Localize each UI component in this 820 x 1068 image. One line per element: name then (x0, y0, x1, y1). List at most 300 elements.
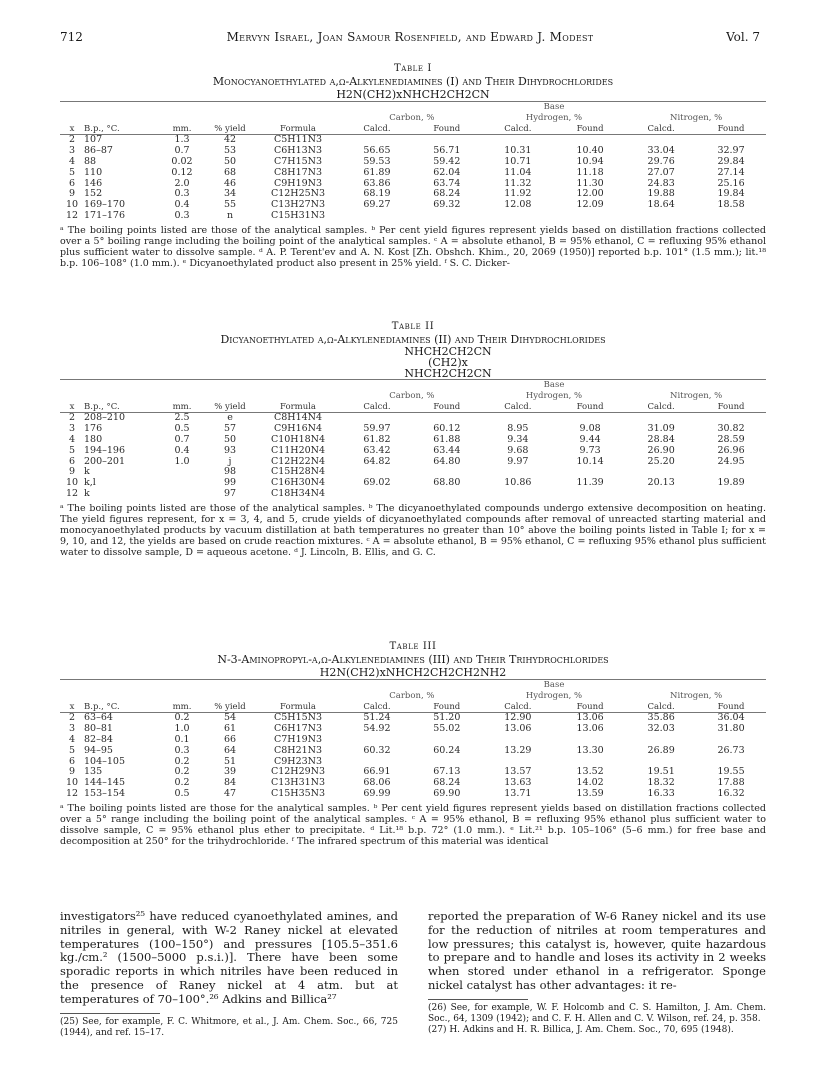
group-header: Hydrogen, % (525, 690, 583, 701)
table-cell: 19.55 (717, 766, 745, 778)
column-header: B.p., °C. (84, 701, 120, 712)
table-cell: 0.3 (174, 188, 190, 200)
table-row (60, 211, 766, 222)
table-title: N-3-Aminopropyl-α,ω-Alkylenediamines (III) and Their Trihydrochlorides (217, 653, 609, 666)
table-cell: 9.34 (507, 433, 529, 445)
table-cell: 69.32 (433, 199, 461, 211)
table-cell: 12.09 (576, 199, 604, 211)
data-table (60, 379, 766, 500)
table-cell: 68.19 (363, 188, 391, 200)
table-cell: 61.82 (363, 433, 391, 445)
table-cell: 12.08 (504, 199, 532, 211)
table-cell: 11.18 (576, 166, 604, 178)
table-cell: 153–154 (84, 787, 126, 799)
table-cell: 9.68 (507, 444, 529, 456)
table-cell: 13.06 (576, 723, 604, 735)
column-header: % yield (214, 401, 246, 412)
table-body (60, 713, 766, 800)
table-cell: 12 (65, 487, 79, 499)
table-cell: 54.92 (363, 723, 391, 735)
group-header: Nitrogen, % (670, 690, 723, 701)
table-cell: 24.83 (647, 177, 675, 189)
table-cell: 5 (68, 166, 76, 178)
column-header: Found (433, 401, 461, 412)
table-cell: 69.99 (363, 787, 391, 799)
table-row (60, 457, 766, 468)
table-cell: 25.16 (717, 177, 745, 189)
table-cell: 6 (68, 455, 76, 467)
table-cell: 19.89 (717, 477, 745, 489)
table-cell: 0.2 (174, 755, 190, 767)
column-header: mm. (172, 401, 192, 412)
column-header: Calcd. (363, 123, 391, 134)
table-cell: 6 (68, 177, 76, 189)
table-cell: 68.80 (433, 477, 461, 489)
table-cell: 12 (65, 209, 79, 221)
table-cell: 60.24 (433, 744, 461, 756)
left-column (60, 910, 398, 1039)
table-cell: 10 (65, 477, 79, 489)
table-body (60, 135, 766, 222)
table-cell: 10.31 (504, 145, 532, 157)
base-header: Base (543, 380, 565, 390)
table-cell: 0.3 (174, 744, 190, 756)
table-cell: 69.90 (433, 787, 461, 799)
table-cell (158, 489, 206, 500)
table-cell: 61 (223, 723, 237, 735)
table-cell: 9.73 (579, 444, 601, 456)
table-formula: H2N(CH2)xNHCH2CH2CH2NH2 (319, 666, 507, 679)
table-cell: C8H21N3 (273, 744, 323, 756)
table-cell: 64.82 (363, 455, 391, 467)
table-cell: C12H29N3 (270, 766, 326, 778)
column-header: Found (576, 701, 604, 712)
column-header: x (69, 123, 75, 134)
table-cell: 0.12 (171, 166, 193, 178)
table-cell: 0.5 (174, 423, 190, 435)
table-cell: 24.95 (717, 455, 745, 467)
table-cell (342, 211, 412, 222)
table-footnotes: ᵃ The boiling points listed are those for the analytical samples. ᵇ Per cent yield figures represent yields based on distillation fractions collected over a 5° range including the boiling point of the analytical samples. ᶜ A = 95% ethanol, B = refluxing 95% ethanol plus sufficient water to dissolve sample, C = 95% ethanol plus ether to precipitate. ᵈ Lit.¹⁸ b.p. 72° (1.0 mm.). ᵉ Lit.²¹ b.p. 105–106° (5–6 mm.) for free base and decomposition at 250° for the trihydrochloride. ᶠ The infrared spectrum of this material was identical (60, 802, 766, 847)
table-cell: 42 (223, 134, 237, 146)
table-cell: 13.30 (576, 744, 604, 756)
table-cell (626, 489, 696, 500)
table-cell: 39 (223, 766, 237, 778)
table-cell: 2.0 (174, 177, 190, 189)
table-cell: 107 (84, 134, 103, 146)
table-cell (696, 489, 766, 500)
column-header: Found (717, 123, 745, 134)
table-cell: 10.94 (576, 155, 604, 167)
table-cell: 27.14 (717, 166, 745, 178)
table-cell: 51.20 (433, 712, 461, 724)
table-cell (696, 211, 766, 222)
table-cell: 208–210 (84, 412, 126, 424)
table-cell: 53 (223, 145, 237, 157)
table-cell: 17.88 (717, 777, 745, 789)
column-header: % yield (214, 701, 246, 712)
table-cell: 9 (68, 466, 76, 478)
table-cell: 9 (68, 188, 76, 200)
table-cell: 9.44 (579, 433, 601, 445)
table-cell: 29.76 (647, 155, 675, 167)
table-row (60, 168, 766, 179)
table-cell: 13.06 (576, 712, 604, 724)
reference: (25) See, for example, F. C. Whitmore, et al., J. Am. Chem. Soc., 66, 725 (1944), and ref. 15–17. (60, 1016, 398, 1038)
table-cell: 4 (68, 155, 76, 167)
table-cell: 25.20 (647, 455, 675, 467)
table-cell: C15H31N3 (270, 209, 326, 221)
table-cell: C13H27N3 (270, 199, 326, 211)
table-cell: 47 (223, 787, 237, 799)
table-cell: 86–87 (84, 145, 113, 157)
running-header (60, 30, 760, 50)
table-cell: 12.00 (576, 188, 604, 200)
table-cell: 20.13 (647, 477, 675, 489)
table-cell: 1.3 (174, 134, 190, 146)
column-header: mm. (172, 123, 192, 134)
table-cell: 66 (223, 733, 237, 745)
table-cell: 0.4 (174, 444, 190, 456)
table-cell: 176 (84, 423, 103, 435)
table-cell: k (84, 487, 90, 499)
table-cell: C9H16N4 (273, 423, 323, 435)
reference: (26) See, for example, W. F. Holcomb and C. S. Hamilton, J. Am. Chem. Soc., 64, 1309 (1942); and C. F. H. Allen and C. V. Wilson, ref. 24, p. 358. (428, 1002, 766, 1024)
column-header: B.p., °C. (84, 401, 120, 412)
table-cell: 93 (223, 444, 237, 456)
column-header: Calcd. (647, 701, 675, 712)
column-header: Calcd. (504, 401, 532, 412)
column-header: Found (433, 701, 461, 712)
table-cell: 10.40 (576, 145, 604, 157)
table-cell: C7H19N3 (273, 733, 323, 745)
table-cell: 28.84 (647, 433, 675, 445)
table-footnotes: ᵃ The boiling points listed are those of the analytical samples. ᵇ The dicyanoethylated compounds undergo extensive decomposition on heating. The yield figures represent, for x = 3, 4, and 5, crude yields of dicyanoethylated compounds after removal of unreacted starting material and monocyanoethylated products by vacuum distillation at bath temperatures no greater than 10° above the boiling points listed in Table I; for x = 9, 10, and 12, the yields are based on crude reaction mixtures. ᶜ A = absolute ethanol, B = 95% ethanol, C = refluxing 95% ethanol plus sufficient water to dissolve sample, D = aqueous acetone. ᵈ J. Lincoln, B. Ellis, and G. C. (60, 502, 766, 558)
table-cell: 69.02 (363, 477, 391, 489)
table-cell: 0.02 (171, 155, 193, 167)
table-cell: 19.88 (647, 188, 675, 200)
volume-label: Vol. 7 (726, 30, 760, 44)
table-cell: 3 (68, 145, 76, 157)
column-header-row (60, 702, 766, 713)
table-cell: 11.32 (504, 177, 532, 189)
table-cell: 4 (68, 733, 76, 745)
table-cell (412, 489, 482, 500)
table-cell: 55 (223, 199, 237, 211)
table-cell: 36.04 (717, 712, 745, 724)
table-title: Monocyanoethylated α,ω-Alkylenediamines (I) and Their Dihydrochlorides (212, 75, 614, 88)
table-cell: 66.91 (363, 766, 391, 778)
table-cell: 64 (223, 744, 237, 756)
table-row (60, 789, 766, 800)
table-cell (412, 211, 482, 222)
table-cell: 63.74 (433, 177, 461, 189)
table-row (60, 489, 766, 500)
table-cell: j (228, 455, 232, 467)
table-cell: 13.06 (504, 723, 532, 735)
table-cell: 59.53 (363, 155, 391, 167)
group-header: Carbon, % (389, 690, 435, 701)
column-header: Found (717, 701, 745, 712)
table-cell: 68.24 (433, 777, 461, 789)
table-cell: 51 (223, 755, 237, 767)
table-cell: 57 (223, 423, 237, 435)
table-cell: 51.24 (363, 712, 391, 724)
table-footnotes: ᵃ The boiling points listed are those of the analytical samples. ᵇ Per cent yield figures represent yields based on distillation fractions collected over a 5° boiling range including the boiling point of the analytical samples. ᶜ A = absolute ethanol, B = 95% ethanol, C = refluxing 95% ethanol plus sufficient water to dissolve sample. ᵈ A. P. Terent'ev and A. N. Kost [Zh. Obshch. Khim., 20, 2069 (1950)] reported b.p. 101° (1.5 mm.); lit.¹⁸ b.p. 106–108° (1.0 mm.). ᵉ Dicyanoethylated product also present in 25% yield. ᶠ S. C. Dicker- (60, 224, 766, 269)
table-cell: 10.71 (504, 155, 532, 167)
table-cell: 4 (68, 433, 76, 445)
table-cell: 82–84 (84, 733, 113, 745)
table-cell: C11H20N4 (270, 444, 326, 456)
table-cell: 3 (68, 723, 76, 735)
table-cell: 63.44 (433, 444, 461, 456)
table-label: Table III (389, 641, 437, 652)
table-cell: 99 (223, 477, 237, 489)
table-cell: 31.09 (647, 423, 675, 435)
table-cell: 12 (65, 787, 79, 799)
table-cell: n (226, 209, 234, 221)
table-cell: k,l (84, 477, 96, 489)
table-cell: 16.33 (647, 787, 675, 799)
table-cell: 30.82 (717, 423, 745, 435)
table-cell: 0.1 (174, 733, 190, 745)
table-cell: 10 (65, 199, 79, 211)
column-header: Formula (280, 123, 316, 134)
table-cell: 144–145 (84, 777, 126, 789)
table-cell: 59.97 (363, 423, 391, 435)
table-cell: 135 (84, 766, 103, 778)
table-cell: 11.92 (504, 188, 532, 200)
table-cell: 16.32 (717, 787, 745, 799)
table-cell: C5H11N3 (273, 134, 323, 146)
table-cell: C13H31N3 (270, 777, 326, 789)
table-cell: 0.3 (174, 209, 190, 221)
table-cell: 26.89 (647, 744, 675, 756)
table-cell: 18.58 (717, 199, 745, 211)
table-cell: 80–81 (84, 723, 113, 735)
table-cell: C15H28N4 (270, 466, 326, 478)
table-cell: 10.86 (504, 477, 532, 489)
table-cell: 19.51 (647, 766, 675, 778)
table-cell: 1.0 (174, 723, 190, 735)
table-cell (482, 211, 554, 222)
table-cell: 8.95 (507, 423, 529, 435)
table-cell: 194–196 (84, 444, 126, 456)
table-formula: H2N(CH2)xNHCH2CH2CN (336, 88, 490, 101)
data-table (60, 679, 766, 800)
table-cell: 31.80 (717, 723, 745, 735)
table-cell: 18.64 (647, 199, 675, 211)
table-cell: 0.2 (174, 712, 190, 724)
table-cell: 61.88 (433, 433, 461, 445)
table-body (60, 413, 766, 500)
table-cell: 32.97 (717, 145, 745, 157)
table-cell: 56.65 (363, 145, 391, 157)
group-header: Carbon, % (389, 390, 435, 401)
table-cell: 11.39 (576, 477, 604, 489)
table-cell: 63.86 (363, 177, 391, 189)
table-cell (554, 211, 626, 222)
table-cell: 14.02 (576, 777, 604, 789)
table-cell: 2 (68, 412, 76, 424)
table-cell: 1.0 (174, 455, 190, 467)
paragraph: investigators²⁵ have reduced cyanoethylated amines, and nitriles in general, with W-2 Raney nickel at elevated temperatures (100–150°) and pressures [105.5–351.6 kg./cm.² (1500–5000 p.s.i.)]. There have been some sporadic reports in which nitriles have been reduced in the presence of Raney nickel at 4 atm. but at temperatures of 70–100°.²⁶ Adkins and Billica²⁷ (60, 909, 398, 1006)
column-header: Found (433, 123, 461, 134)
table-cell: 6 (68, 755, 76, 767)
table-cell: 3 (68, 423, 76, 435)
table-cell: C9H23N3 (273, 755, 323, 767)
table-cell: 2 (68, 712, 76, 724)
page-number: 712 (60, 30, 83, 44)
table-cell: 67.13 (433, 766, 461, 778)
table-cell: 2 (68, 134, 76, 146)
table-cell: k (84, 466, 90, 478)
column-header: x (69, 401, 75, 412)
table-cell: 68 (223, 166, 237, 178)
table-cell: C10H18N4 (270, 433, 326, 445)
table-1 (60, 62, 766, 269)
table-cell: 32.03 (647, 723, 675, 735)
table-cell: 34 (223, 188, 237, 200)
table-cell (342, 489, 412, 500)
table-cell: C6H17N3 (273, 723, 323, 735)
table-cell: 27.07 (647, 166, 675, 178)
table-cell: 0.5 (174, 787, 190, 799)
table-cell: 59.42 (433, 155, 461, 167)
table-cell: 9 (68, 766, 76, 778)
table-cell: C6H13N3 (273, 145, 323, 157)
table-cell (158, 467, 206, 478)
table-cell: 0.7 (174, 145, 190, 157)
column-header: Found (717, 401, 745, 412)
footnote-rule (428, 999, 528, 1000)
column-header: Calcd. (363, 401, 391, 412)
group-header: Nitrogen, % (670, 112, 723, 123)
table-cell: C9H19N3 (273, 177, 323, 189)
table-3 (60, 640, 766, 847)
table-cell: 9.97 (507, 455, 529, 467)
table-cell: 2.5 (174, 412, 190, 424)
authors-header: Mervyn Israel, Joan Samour Rosenfield, and Edward J. Modest (226, 30, 594, 44)
group-header: Carbon, % (389, 112, 435, 123)
table-cell (626, 211, 696, 222)
table-cell: 12.90 (504, 712, 532, 724)
table-cell: 46 (223, 177, 237, 189)
column-header: x (69, 701, 75, 712)
table-cell: 28.59 (717, 433, 745, 445)
table-cell: 18.32 (647, 777, 675, 789)
table-cell: 88 (84, 155, 97, 167)
table-cell: 9.08 (579, 423, 601, 435)
table-cell: 13.71 (504, 787, 532, 799)
base-header: Base (543, 102, 565, 112)
table-row (60, 478, 766, 489)
table-cell: 5 (68, 444, 76, 456)
table-cell: 5 (68, 744, 76, 756)
table-cell: 0.2 (174, 766, 190, 778)
table-cell: 60.12 (433, 423, 461, 435)
table-row (60, 446, 766, 457)
table-cell: 62.04 (433, 166, 461, 178)
table-cell: 64.80 (433, 455, 461, 467)
base-header: Base (543, 680, 565, 690)
table-cell: 68.06 (363, 777, 391, 789)
table-label: Table II (391, 321, 435, 332)
table-cell: 63.42 (363, 444, 391, 456)
table-cell: 152 (84, 188, 103, 200)
table-cell: 94–95 (84, 744, 113, 756)
table-cell: C7H15N3 (273, 155, 323, 167)
table-cell: C8H17N3 (273, 166, 323, 178)
table-cell: 63–64 (84, 712, 113, 724)
table-cell: 29.84 (717, 155, 745, 167)
group-header: Nitrogen, % (670, 390, 723, 401)
table-cell: C16H30N4 (270, 477, 326, 489)
right-column (428, 910, 766, 1036)
table-cell (158, 478, 206, 489)
table-cell: C15H35N3 (270, 787, 326, 799)
column-header: B.p., °C. (84, 123, 120, 134)
table-cell: 0.2 (174, 777, 190, 789)
table-cell: 54 (223, 712, 237, 724)
table-cell: 110 (84, 166, 103, 178)
table-cell: 104–105 (84, 755, 126, 767)
table-cell: C12H22N4 (270, 455, 326, 467)
table-cell: 10 (65, 777, 79, 789)
table-cell: 50 (223, 155, 237, 167)
table-cell: 13.52 (576, 766, 604, 778)
column-header: Found (576, 401, 604, 412)
table-cell: 26.90 (647, 444, 675, 456)
column-header: Calcd. (647, 123, 675, 134)
column-header: Calcd. (363, 701, 391, 712)
column-header: Formula (280, 401, 316, 412)
table-cell: 84 (223, 777, 237, 789)
formula-bottom: NHCH2CH2CN (404, 367, 492, 380)
table-cell: 97 (223, 487, 237, 499)
table-2 (60, 320, 766, 558)
group-header: Hydrogen, % (525, 112, 583, 123)
table-cell (482, 489, 554, 500)
table-cell: 146 (84, 177, 103, 189)
table-cell: C12H25N3 (270, 188, 326, 200)
table-row (60, 724, 766, 735)
table-cell: C8H14N4 (273, 412, 323, 424)
table-cell: 68.24 (433, 188, 461, 200)
table-cell (554, 489, 626, 500)
table-cell: 0.7 (174, 433, 190, 445)
table-cell: 11.04 (504, 166, 532, 178)
data-table (60, 101, 766, 222)
group-header: Hydrogen, % (525, 390, 583, 401)
table-cell: 61.89 (363, 166, 391, 178)
table-cell: 11.30 (576, 177, 604, 189)
table-title: Dicyanoethylated α,ω-Alkylenediamines (II) and Their Dihydrochlorides (220, 333, 606, 346)
table-cell: 98 (223, 466, 237, 478)
table-cell: 56.71 (433, 145, 461, 157)
column-header: Formula (280, 701, 316, 712)
table-cell: 13.59 (576, 787, 604, 799)
table-cell: 13.57 (504, 766, 532, 778)
table-cell: 33.04 (647, 145, 675, 157)
table-cell: 180 (84, 433, 103, 445)
table-row (60, 746, 766, 757)
table-cell: 13.29 (504, 744, 532, 756)
table-cell: 13.63 (504, 777, 532, 789)
column-header: Calcd. (504, 123, 532, 134)
table-cell: 55.02 (433, 723, 461, 735)
table-cell: 26.73 (717, 744, 745, 756)
